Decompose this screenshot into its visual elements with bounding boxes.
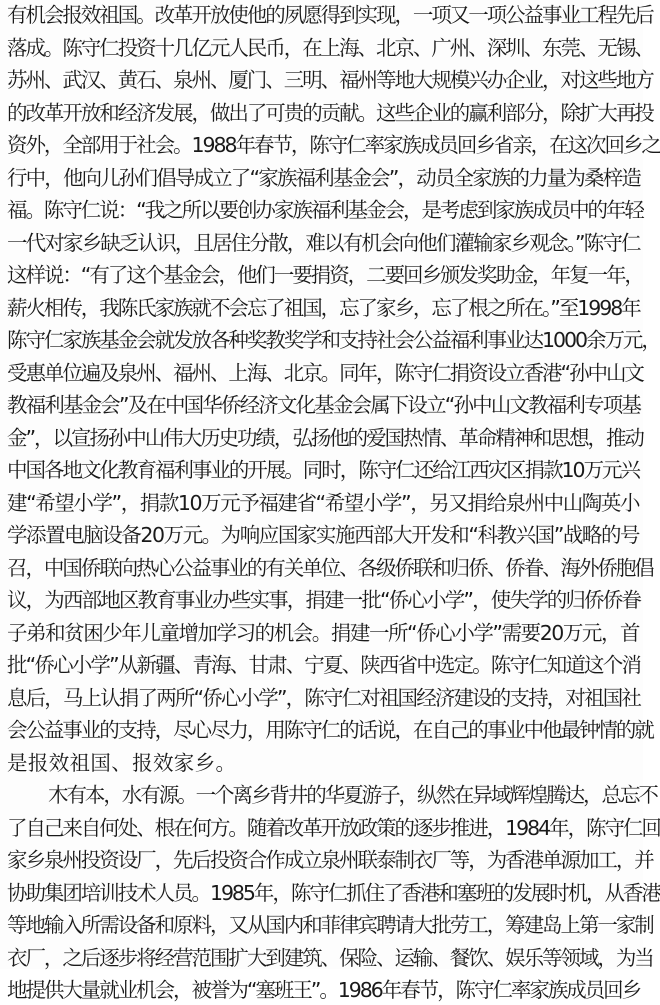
text-line: 协助集团培训技术人员。1985年，陈守仁抓住了香港和塞班的发展时机，从香港 <box>7 880 660 905</box>
text-line: 地提供大量就业机会，被誉为“塞班王”。1986年春节，陈守仁率家族成员回乡 <box>7 978 641 1002</box>
text-line: 苏州、武汉、黄石、泉州、厦门、三明、福州等地大规模兴办企业，对这些地方 <box>7 68 653 92</box>
text-line: 召，中国侨联向热心公益事业的有关单位、各级侨联和归侨、侨眷、海外侨胞倡 <box>7 555 653 580</box>
text-line: 建“希望小学”，捐款10万元予福建省“希望小学”，另又捐给泉州中山陶英小 <box>7 490 639 515</box>
text-line: 一代对家乡缺乏认识，且居住分散，难以有机会向他们灌输家乡观念。”陈守仁 <box>7 230 640 255</box>
text-line: 的改革开放和经济发展，做出了可贵的贡献。这些企业的赢利部分，除扩大再投 <box>7 100 653 125</box>
text-line: 落成。陈守仁投资十几亿元人民币，在上海、北京、广州、深圳、东莞、无锡、 <box>7 35 653 60</box>
text-line: 学添置电脑设备20万元。为响应国家实施西部大开发和“科教兴国”战略的号 <box>7 523 640 547</box>
text-line: 有机会报效祖国。改革开放使他的夙愿得到实现，一项又一项公益事业工程先后 <box>7 3 653 27</box>
text-line: 薪火相传，我陈氏家族就不会忘了祖国，忘了家乡，忘了根之所在。”至1998年 <box>7 295 640 320</box>
text-line: 资外，全部用于社会。1988年春节，陈守仁率家族成员回乡省亲，在这次回乡之 <box>7 133 660 157</box>
text-line: 受惠单位遍及泉州、福州、上海、北京。同年，陈守仁捐资设立香港“孙中山文 <box>7 360 643 385</box>
text-line: 衣厂，之后逐步将经营范围扩大到建筑、保险、运输、餐饮、娱乐等领域，为当 <box>7 945 653 970</box>
text-line: 金”，以宣扬孙中山伟大历史功绩，弘扬他的爱国热情、革命精神和思想，推动 <box>7 425 643 450</box>
text-line: 福。陈守仁说：“我之所以要创办家族福利基金会，是考虑到家族成员中的年轻 <box>7 198 643 222</box>
text-line: 教福利基金会”及在中国华侨经济文化基金会属下设立“孙中山文教福利专项基 <box>7 393 640 417</box>
text-line: 了自己来自何处、根在何方。随着改革开放政策的逐步推进，1984年，陈守仁回 <box>7 815 660 840</box>
text-line: 家乡泉州投资设厂，先后投资合作成立泉州联泰制衣厂等，为香港单源加工，并 <box>7 848 653 872</box>
text-line: 木有本，水有源。一个离乡背井的华夏游子，纵然在异域辉煌腾达，总忘不 <box>48 783 657 807</box>
text-line: 是报效祖国、报效家乡。 <box>7 750 237 775</box>
text-line: 中国各地文化教育福利事业的开展。同时，陈守仁还给江西灾区捐款10万元兴 <box>7 458 639 482</box>
text-line: 等地输入所需设备和原料，又从国内和菲律宾聘请大批劳工，筹建岛上第一家制 <box>7 913 653 937</box>
text-line: 会公益事业的支持，尽心尽力，用陈守仁的话说，在自己的事业中他最钟情的就 <box>7 718 653 742</box>
text-line: 批“侨心小学”从新疆、青海、甘肃、宁夏、陕西省中选定。陈守仁知道这个消 <box>7 653 640 677</box>
text-line: 这样说：“有了这个基金会，他们一要捐资，二要回乡颁发奖助金，年复一年， <box>7 263 643 287</box>
text-line: 息后，马上认捐了两所“侨心小学”，陈守仁对祖国经济建设的支持，对祖国社 <box>7 685 640 710</box>
text-line: 行中，他向儿孙们倡导成立了“家族福利基金会”，动员全家族的力量为桑梓造 <box>7 165 640 190</box>
text-line: 陈守仁家族基金会就发放各种奖教奖学和支持社会公益福利事业达1000余万元， <box>7 328 660 352</box>
text-line: 子弟和贫困少年儿童增加学习的机会。捐建一所“侨心小学”需要20万元，首 <box>7 620 640 645</box>
text-line: 议，为西部地区教育事业办些实事，捐建一批“侨心小学”，使失学的归侨侨眷 <box>7 588 640 612</box>
